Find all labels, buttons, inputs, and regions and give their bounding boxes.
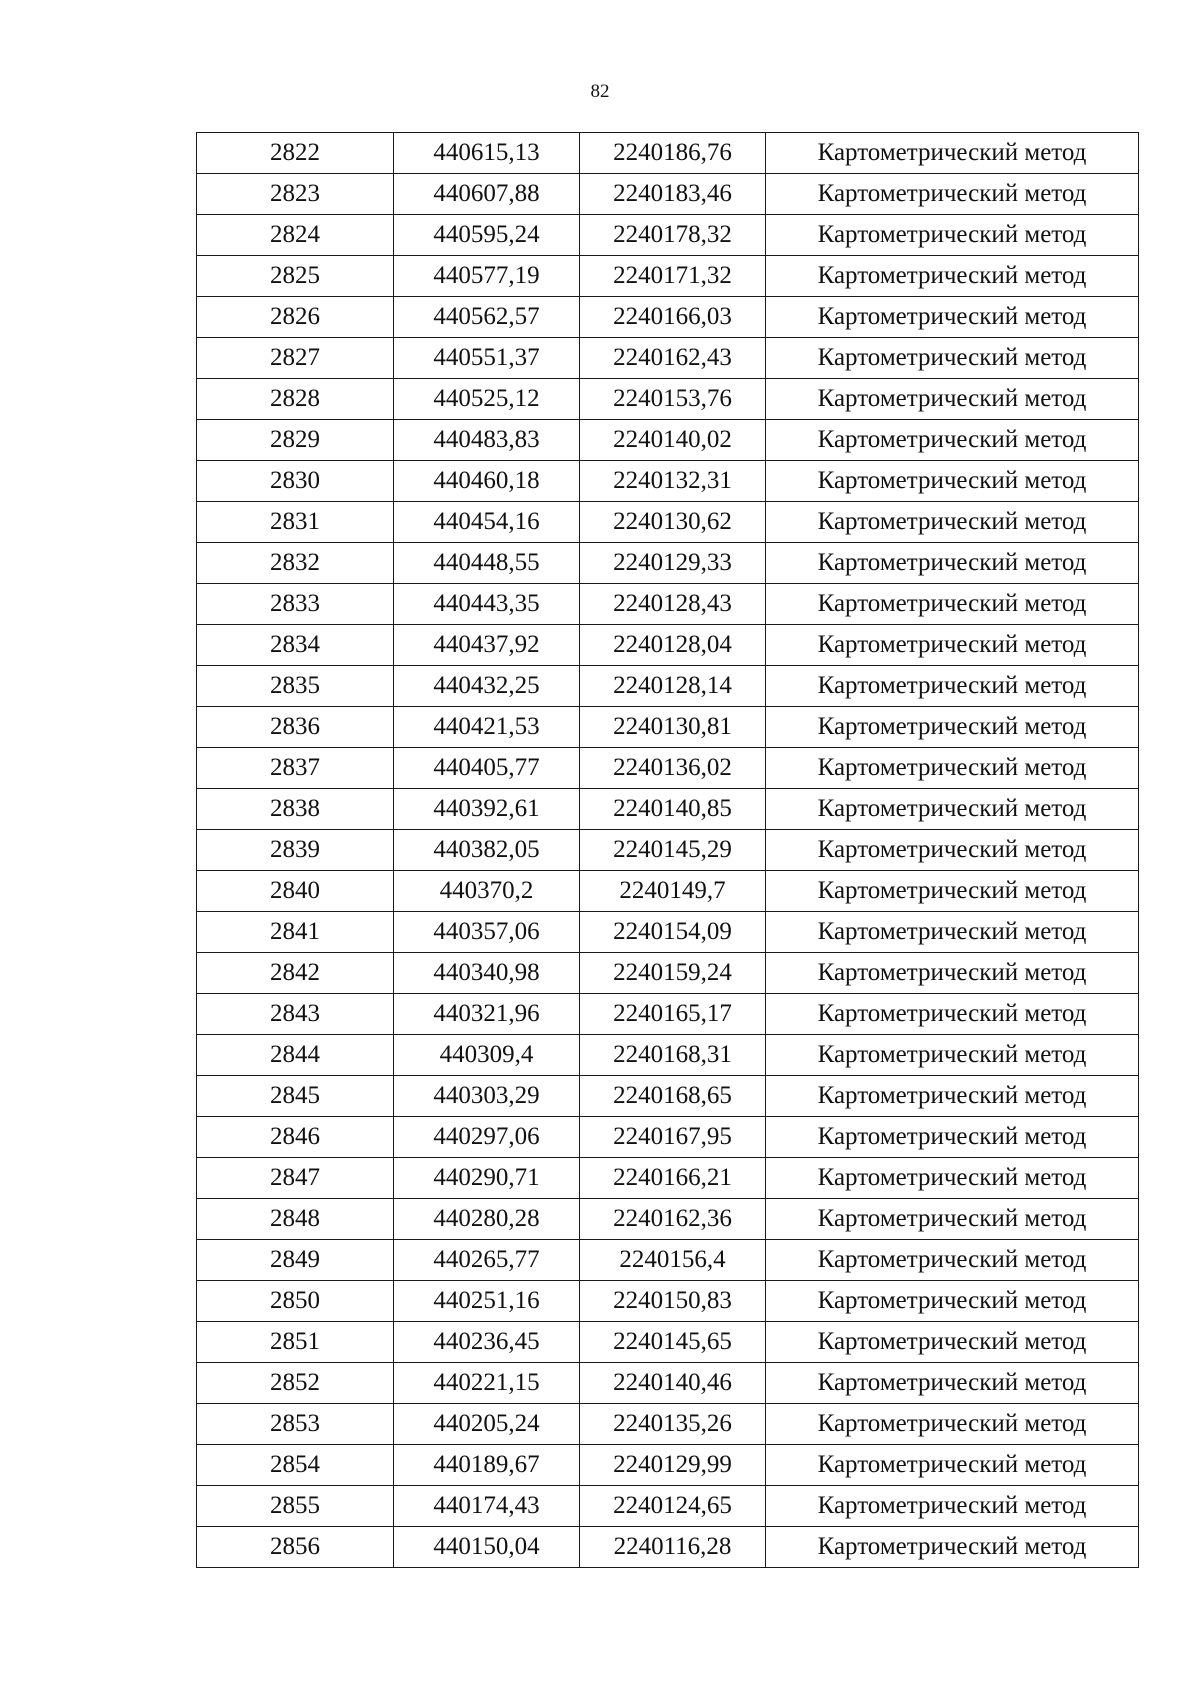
method-cell: Картометрический метод — [766, 133, 1139, 174]
point-number-cell: 2823 — [197, 174, 394, 215]
y-coordinate-cell: 2240171,32 — [580, 256, 766, 297]
point-number-cell: 2856 — [197, 1527, 394, 1568]
x-coordinate-cell: 440303,29 — [394, 1076, 580, 1117]
y-coordinate-cell: 2240159,24 — [580, 953, 766, 994]
method-cell: Картометрический метод — [766, 625, 1139, 666]
y-coordinate-cell: 2240165,17 — [580, 994, 766, 1035]
point-number-cell: 2835 — [197, 666, 394, 707]
x-coordinate-cell: 440460,18 — [394, 461, 580, 502]
point-number-cell: 2854 — [197, 1445, 394, 1486]
method-cell: Картометрический метод — [766, 502, 1139, 543]
point-number-cell: 2837 — [197, 748, 394, 789]
y-coordinate-cell: 2240130,62 — [580, 502, 766, 543]
y-coordinate-cell: 2240162,36 — [580, 1199, 766, 1240]
table-row — [197, 1199, 1139, 1240]
method-cell: Картометрический метод — [766, 1035, 1139, 1076]
point-number-cell: 2836 — [197, 707, 394, 748]
method-cell: Картометрический метод — [766, 1404, 1139, 1445]
x-coordinate-cell: 440607,88 — [394, 174, 580, 215]
point-number-cell: 2846 — [197, 1117, 394, 1158]
x-coordinate-cell: 440562,57 — [394, 297, 580, 338]
table-row — [197, 379, 1139, 420]
table-row — [197, 256, 1139, 297]
method-cell: Картометрический метод — [766, 1076, 1139, 1117]
method-cell: Картометрический метод — [766, 297, 1139, 338]
x-coordinate-cell: 440251,16 — [394, 1281, 580, 1322]
table-row — [197, 1240, 1139, 1281]
method-cell: Картометрический метод — [766, 830, 1139, 871]
method-cell: Картометрический метод — [766, 1281, 1139, 1322]
point-number-cell: 2833 — [197, 584, 394, 625]
point-number-cell: 2842 — [197, 953, 394, 994]
x-coordinate-cell: 440392,61 — [394, 789, 580, 830]
x-coordinate-cell: 440205,24 — [394, 1404, 580, 1445]
y-coordinate-cell: 2240149,7 — [580, 871, 766, 912]
point-number-cell: 2822 — [197, 133, 394, 174]
x-coordinate-cell: 440525,12 — [394, 379, 580, 420]
y-coordinate-cell: 2240116,28 — [580, 1527, 766, 1568]
table-row — [197, 338, 1139, 379]
x-coordinate-cell: 440437,92 — [394, 625, 580, 666]
method-cell: Картометрический метод — [766, 543, 1139, 584]
y-coordinate-cell: 2240153,76 — [580, 379, 766, 420]
x-coordinate-cell: 440432,25 — [394, 666, 580, 707]
table-row — [197, 1322, 1139, 1363]
table-row — [197, 1486, 1139, 1527]
x-coordinate-cell: 440405,77 — [394, 748, 580, 789]
y-coordinate-cell: 2240166,21 — [580, 1158, 766, 1199]
y-coordinate-cell: 2240140,85 — [580, 789, 766, 830]
y-coordinate-cell: 2240128,14 — [580, 666, 766, 707]
table-row — [197, 174, 1139, 215]
table-row — [197, 461, 1139, 502]
point-number-cell: 2828 — [197, 379, 394, 420]
table-row — [197, 871, 1139, 912]
method-cell: Картометрический метод — [766, 953, 1139, 994]
method-cell: Картометрический метод — [766, 1445, 1139, 1486]
y-coordinate-cell: 2240166,03 — [580, 297, 766, 338]
table-row — [197, 133, 1139, 174]
x-coordinate-cell: 440448,55 — [394, 543, 580, 584]
point-number-cell: 2831 — [197, 502, 394, 543]
table-row — [197, 625, 1139, 666]
table-row — [197, 1445, 1139, 1486]
method-cell: Картометрический метод — [766, 1158, 1139, 1199]
page-number: 82 — [590, 81, 610, 102]
point-number-cell: 2850 — [197, 1281, 394, 1322]
table-row — [197, 420, 1139, 461]
method-cell: Картометрический метод — [766, 1486, 1139, 1527]
point-number-cell: 2826 — [197, 297, 394, 338]
y-coordinate-cell: 2240145,29 — [580, 830, 766, 871]
method-cell: Картометрический метод — [766, 666, 1139, 707]
y-coordinate-cell: 2240154,09 — [580, 912, 766, 953]
x-coordinate-cell: 440236,45 — [394, 1322, 580, 1363]
table-row — [197, 1158, 1139, 1199]
x-coordinate-cell: 440309,4 — [394, 1035, 580, 1076]
x-coordinate-cell: 440370,2 — [394, 871, 580, 912]
x-coordinate-cell: 440189,67 — [394, 1445, 580, 1486]
x-coordinate-cell: 440615,13 — [394, 133, 580, 174]
x-coordinate-cell: 440382,05 — [394, 830, 580, 871]
y-coordinate-cell: 2240145,65 — [580, 1322, 766, 1363]
x-coordinate-cell: 440321,96 — [394, 994, 580, 1035]
y-coordinate-cell: 2240162,43 — [580, 338, 766, 379]
table-row — [197, 666, 1139, 707]
point-number-cell: 2827 — [197, 338, 394, 379]
method-cell: Картометрический метод — [766, 1363, 1139, 1404]
x-coordinate-cell: 440551,37 — [394, 338, 580, 379]
x-coordinate-cell: 440357,06 — [394, 912, 580, 953]
method-cell: Картометрический метод — [766, 871, 1139, 912]
table-row — [197, 830, 1139, 871]
point-number-cell: 2829 — [197, 420, 394, 461]
y-coordinate-cell: 2240136,02 — [580, 748, 766, 789]
x-coordinate-cell: 440280,28 — [394, 1199, 580, 1240]
method-cell: Картометрический метод — [766, 1322, 1139, 1363]
table-row — [197, 584, 1139, 625]
point-number-cell: 2839 — [197, 830, 394, 871]
method-cell: Картометрический метод — [766, 256, 1139, 297]
y-coordinate-cell: 2240129,33 — [580, 543, 766, 584]
x-coordinate-cell: 440577,19 — [394, 256, 580, 297]
x-coordinate-cell: 440265,77 — [394, 1240, 580, 1281]
point-number-cell: 2844 — [197, 1035, 394, 1076]
y-coordinate-cell: 2240140,46 — [580, 1363, 766, 1404]
point-number-cell: 2840 — [197, 871, 394, 912]
point-number-cell: 2847 — [197, 1158, 394, 1199]
method-cell: Картометрический метод — [766, 1240, 1139, 1281]
point-number-cell: 2855 — [197, 1486, 394, 1527]
point-number-cell: 2852 — [197, 1363, 394, 1404]
point-number-cell: 2853 — [197, 1404, 394, 1445]
x-coordinate-cell: 440443,35 — [394, 584, 580, 625]
table-row — [197, 502, 1139, 543]
table-row — [197, 707, 1139, 748]
coordinates-table-body — [197, 133, 1139, 1568]
method-cell: Картометрический метод — [766, 707, 1139, 748]
y-coordinate-cell: 2240124,65 — [580, 1486, 766, 1527]
point-number-cell: 2841 — [197, 912, 394, 953]
method-cell: Картометрический метод — [766, 1527, 1139, 1568]
y-coordinate-cell: 2240130,81 — [580, 707, 766, 748]
method-cell: Картометрический метод — [766, 748, 1139, 789]
table-row — [197, 215, 1139, 256]
method-cell: Картометрический метод — [766, 1199, 1139, 1240]
y-coordinate-cell: 2240135,26 — [580, 1404, 766, 1445]
y-coordinate-cell: 2240132,31 — [580, 461, 766, 502]
y-coordinate-cell: 2240183,46 — [580, 174, 766, 215]
method-cell: Картометрический метод — [766, 379, 1139, 420]
method-cell: Картометрический метод — [766, 174, 1139, 215]
x-coordinate-cell: 440174,43 — [394, 1486, 580, 1527]
table-row — [197, 1404, 1139, 1445]
method-cell: Картометрический метод — [766, 912, 1139, 953]
table-row — [197, 912, 1139, 953]
point-number-cell: 2851 — [197, 1322, 394, 1363]
point-number-cell: 2825 — [197, 256, 394, 297]
table-row — [197, 1281, 1139, 1322]
table-row — [197, 1076, 1139, 1117]
point-number-cell: 2832 — [197, 543, 394, 584]
table-row — [197, 994, 1139, 1035]
x-coordinate-cell: 440595,24 — [394, 215, 580, 256]
x-coordinate-cell: 440290,71 — [394, 1158, 580, 1199]
method-cell: Картометрический метод — [766, 994, 1139, 1035]
y-coordinate-cell: 2240156,4 — [580, 1240, 766, 1281]
method-cell: Картометрический метод — [766, 789, 1139, 830]
point-number-cell: 2843 — [197, 994, 394, 1035]
point-number-cell: 2834 — [197, 625, 394, 666]
method-cell: Картометрический метод — [766, 215, 1139, 256]
table-row — [197, 543, 1139, 584]
point-number-cell: 2838 — [197, 789, 394, 830]
table-row — [197, 1117, 1139, 1158]
point-number-cell: 2848 — [197, 1199, 394, 1240]
table-row — [197, 953, 1139, 994]
x-coordinate-cell: 440150,04 — [394, 1527, 580, 1568]
method-cell: Картометрический метод — [766, 461, 1139, 502]
y-coordinate-cell: 2240129,99 — [580, 1445, 766, 1486]
method-cell: Картометрический метод — [766, 338, 1139, 379]
x-coordinate-cell: 440483,83 — [394, 420, 580, 461]
point-number-cell: 2824 — [197, 215, 394, 256]
table-row — [197, 748, 1139, 789]
x-coordinate-cell: 440340,98 — [394, 953, 580, 994]
y-coordinate-cell: 2240167,95 — [580, 1117, 766, 1158]
x-coordinate-cell: 440221,15 — [394, 1363, 580, 1404]
method-cell: Картометрический метод — [766, 420, 1139, 461]
y-coordinate-cell: 2240186,76 — [580, 133, 766, 174]
y-coordinate-cell: 2240150,83 — [580, 1281, 766, 1322]
point-number-cell: 2849 — [197, 1240, 394, 1281]
x-coordinate-cell: 440297,06 — [394, 1117, 580, 1158]
table-row — [197, 1035, 1139, 1076]
table-row — [197, 1363, 1139, 1404]
point-number-cell: 2845 — [197, 1076, 394, 1117]
point-number-cell: 2830 — [197, 461, 394, 502]
y-coordinate-cell: 2240168,31 — [580, 1035, 766, 1076]
y-coordinate-cell: 2240140,02 — [580, 420, 766, 461]
coordinates-table — [196, 132, 1139, 1568]
x-coordinate-cell: 440421,53 — [394, 707, 580, 748]
method-cell: Картометрический метод — [766, 584, 1139, 625]
y-coordinate-cell: 2240178,32 — [580, 215, 766, 256]
table-row — [197, 1527, 1139, 1568]
table-row — [197, 789, 1139, 830]
method-cell: Картометрический метод — [766, 1117, 1139, 1158]
y-coordinate-cell: 2240128,04 — [580, 625, 766, 666]
y-coordinate-cell: 2240128,43 — [580, 584, 766, 625]
table-row — [197, 297, 1139, 338]
y-coordinate-cell: 2240168,65 — [580, 1076, 766, 1117]
x-coordinate-cell: 440454,16 — [394, 502, 580, 543]
